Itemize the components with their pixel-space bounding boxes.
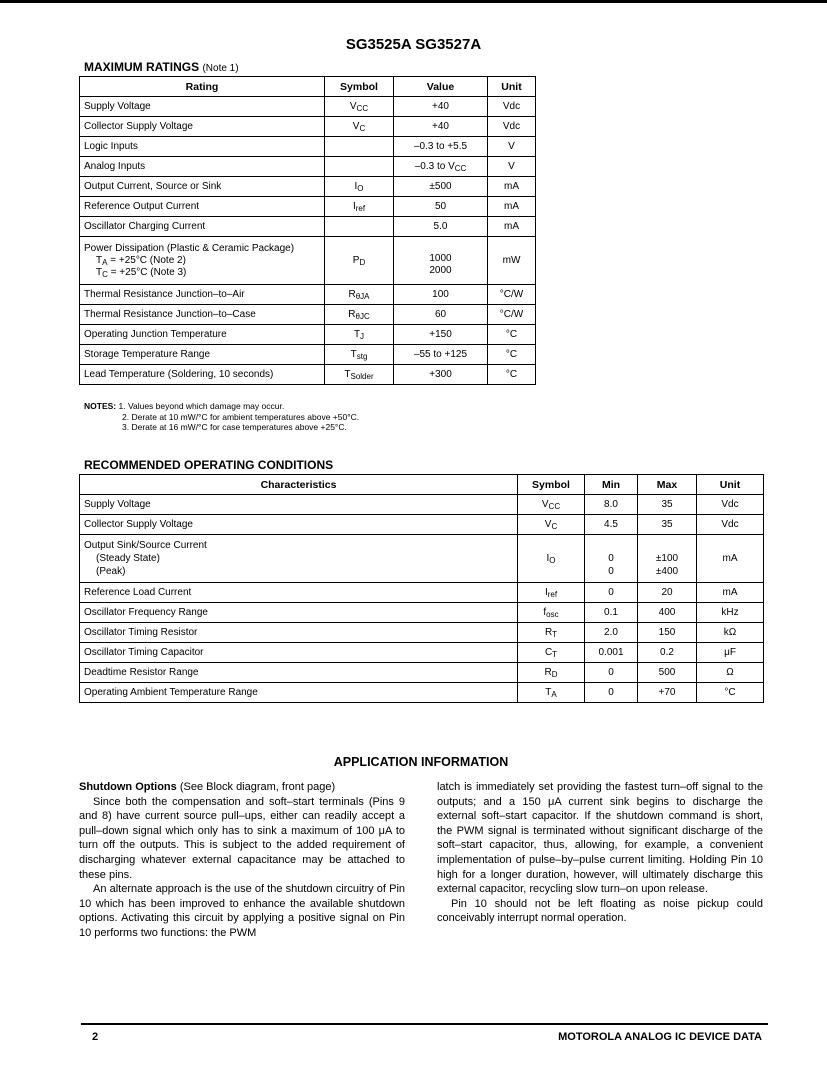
max-line: ±400 <box>655 566 679 577</box>
max-line: ±100 <box>655 553 679 564</box>
unit-text: mA <box>504 181 519 192</box>
unit-cell <box>697 643 764 663</box>
max-cell <box>638 683 697 703</box>
min-text: 0 <box>608 587 614 598</box>
symbol-subscript: osc <box>546 610 559 619</box>
max-text: 400 <box>658 607 676 618</box>
rating-line: Power Dissipation (Plastic & Ceramic Package) <box>84 242 295 254</box>
min-text: 8.0 <box>604 499 618 510</box>
symbol-subscript: O <box>357 184 364 193</box>
value-cell <box>394 97 488 117</box>
symbol-cell <box>518 535 585 583</box>
characteristic-text: Deadtime Resistor Range <box>84 667 199 678</box>
symbol: $T_A$ <box>545 687 557 699</box>
rating-text <box>84 243 320 279</box>
symbol-cell <box>518 583 585 603</box>
symbol-cell <box>518 623 585 643</box>
symbol: $f_{osc}$ <box>543 607 559 619</box>
note-item: 3. Derate at 16 mW/°C for case temperatures above +25°C. <box>122 422 347 432</box>
characteristic-text: Oscillator Timing Capacitor <box>84 647 204 658</box>
unit-text: Vdc <box>721 499 739 510</box>
value-subscript: CC <box>454 164 467 173</box>
min-text: 0.001 <box>598 647 624 658</box>
application-subhead <box>79 780 405 795</box>
rating-subline: $T_C = +25^\circ C$ (Note 3) <box>96 266 187 279</box>
unit-text: Vdc <box>502 101 521 112</box>
max-text: 500 <box>658 667 676 678</box>
unit-cell <box>488 365 536 385</box>
symbol-subscript: T <box>552 630 558 639</box>
rating-text: Collector Supply Voltage <box>84 121 193 132</box>
max-ratings-heading-note: (Note 1) <box>202 63 239 74</box>
paragraph: Pin 10 should not be left floating as noise pickup could conceivably interrupt normal operation. <box>437 897 763 925</box>
symbol-cell <box>518 495 585 515</box>
unit-text: Vdc <box>721 519 739 530</box>
unit-text: mA <box>504 201 519 212</box>
table-row <box>80 365 536 385</box>
value-text: +300 <box>429 369 452 380</box>
value-text: 50 <box>434 201 447 212</box>
symbol-cell <box>325 325 394 345</box>
rec-conditions-body <box>80 495 764 703</box>
rating-cell <box>80 365 325 385</box>
column-header: Symbol <box>325 77 394 97</box>
unit-cell <box>697 515 764 535</box>
symbol-cell <box>518 643 585 663</box>
characteristic-subline: (Steady State) <box>96 553 160 564</box>
symbol-cell <box>325 237 394 285</box>
value-cell <box>394 217 488 237</box>
symbol-subscript: θJA <box>355 292 370 301</box>
rating-text: Lead Temperature (Soldering, 10 seconds) <box>84 369 274 380</box>
symbol-cell <box>325 345 394 365</box>
unit-text: kΩ <box>723 627 737 638</box>
rating-cell <box>80 97 325 117</box>
value-cell <box>394 117 488 137</box>
value-cell <box>394 365 488 385</box>
value-text: +40 <box>432 121 449 132</box>
max-text: 150 <box>658 627 676 638</box>
table-row <box>80 285 536 305</box>
min-text: 4.5 <box>604 519 618 530</box>
unit-text: °C/W <box>499 309 524 320</box>
min-cell <box>585 683 638 703</box>
rating-text: Logic Inputs <box>84 141 138 152</box>
value-text: ±500 <box>429 181 452 192</box>
symbol-cell <box>518 515 585 535</box>
table-row <box>80 117 536 137</box>
characteristic-text: Operating Ambient Temperature Range <box>84 687 258 698</box>
table-row <box>80 305 536 325</box>
characteristic-subline: (Peak) <box>96 566 126 577</box>
symbol: $V_{CC}$ <box>541 499 561 511</box>
table-row <box>80 177 536 197</box>
characteristic-cell <box>80 683 518 703</box>
unit-cell <box>697 535 764 583</box>
characteristic-cell <box>80 515 518 535</box>
symbol-subscript: O <box>549 556 556 565</box>
characteristic-text: Oscillator Timing Resistor <box>84 627 198 638</box>
symbol: $T_J$ <box>353 329 365 341</box>
min-text: 0 <box>608 667 614 678</box>
value-text: +40 <box>432 101 449 112</box>
characteristic-cell <box>80 623 518 643</box>
page-number: 2 <box>92 1031 99 1043</box>
symbol-cell <box>518 603 585 623</box>
value-text <box>398 245 483 277</box>
symbol-cell <box>518 663 585 683</box>
characteristic-cell <box>80 535 518 583</box>
unit-text: Vdc <box>502 121 521 132</box>
table-row <box>80 643 764 663</box>
characteristic-cell <box>80 663 518 683</box>
symbol-cell <box>325 157 394 177</box>
symbol-subscript: J <box>360 332 365 341</box>
unit-text: °C <box>505 369 518 380</box>
symbol: $R_{\theta JC}$ <box>348 309 370 321</box>
symbol-cell <box>325 117 394 137</box>
table-row <box>80 137 536 157</box>
value-cell <box>394 305 488 325</box>
table-row <box>80 237 536 285</box>
value-cell <box>394 197 488 217</box>
column-header: Min <box>585 475 638 495</box>
value-cell <box>394 137 488 157</box>
min-line: 0 <box>608 566 614 577</box>
unit-text: V <box>508 161 515 172</box>
notes-block <box>84 401 359 433</box>
min-text <box>589 539 633 578</box>
table-row <box>80 623 764 643</box>
paragraph: An alternate approach is the use of the shutdown circuitry of Pin 10 which has been improved to enhance the available shutdown options. Activating this circuit by applying a positive signal on Pin 10 performs two functions: the PWM <box>79 883 405 939</box>
symbol: $I_{ref}$ <box>352 201 366 213</box>
value-cell <box>394 157 488 177</box>
rec-conditions-table <box>79 474 764 703</box>
symbol: $V_{CC}$ <box>349 101 369 113</box>
unit-text: mA <box>722 587 738 598</box>
table-row <box>80 325 536 345</box>
max-cell <box>638 663 697 683</box>
characteristic-text: Supply Voltage <box>84 499 151 510</box>
value-text: –0.3 to +5.5 <box>413 141 468 152</box>
footer-text: MOTOROLA ANALOG IC DEVICE DATA <box>558 1031 762 1043</box>
max-cell <box>638 535 697 583</box>
unit-cell <box>697 603 764 623</box>
right-column <box>437 780 763 926</box>
min-text: 0 <box>608 687 614 698</box>
table-row <box>80 197 536 217</box>
notes-label: NOTES: <box>84 401 117 411</box>
table-row <box>80 535 764 583</box>
symbol-subscript: D <box>359 258 366 267</box>
rating-text: Supply Voltage <box>84 101 151 112</box>
max-text: 35 <box>661 499 673 510</box>
characteristic-line: Output Sink/Source Current <box>84 540 207 551</box>
column-header: Unit <box>488 77 536 97</box>
characteristic-text <box>84 539 513 578</box>
value-text: –0.3 to $V_{CC}$ <box>414 161 467 173</box>
min-cell <box>585 603 638 623</box>
characteristic-text: Collector Supply Voltage <box>84 519 193 530</box>
unit-cell <box>488 325 536 345</box>
rating-cell <box>80 197 325 217</box>
max-ratings-body <box>80 97 536 385</box>
symbol-subscript: stg <box>356 352 368 361</box>
characteristic-cell <box>80 495 518 515</box>
unit-text: °C <box>505 329 518 340</box>
rating-text: Thermal Resistance Junction–to–Air <box>84 289 245 300</box>
rec-conditions-header-row <box>80 475 764 495</box>
rating-text: Oscillator Charging Current <box>84 221 206 232</box>
unit-cell <box>488 305 536 325</box>
symbol: $V_C$ <box>544 519 558 531</box>
symbol: $I_{ref}$ <box>544 587 558 599</box>
application-title: APPLICATION INFORMATION <box>333 755 509 769</box>
max-cell <box>638 643 697 663</box>
column-header: Value <box>394 77 488 97</box>
symbol-cell <box>325 305 394 325</box>
symbol-subscript: A <box>551 690 557 699</box>
paragraph: latch is immediately set providing the fastest turn–off signal to the outputs; and a 150 μA current sink begins to discharge the external soft–start capacitor. If the shutdown command is short, the PWM signal is terminated without significant discharge of the soft–start capacitor, thus, allowing, for example, a convenient implementation of pulse–by–pulse current limiting. Holding Pin 10 high for a longer duration, however, will ultimately discharge this external capacitor, recycling slow turn–on upon release. <box>437 781 763 896</box>
symbol-cell <box>325 365 394 385</box>
characteristic-cell <box>80 643 518 663</box>
symbol: $T_{Solder}$ <box>344 369 374 381</box>
value-cell <box>394 177 488 197</box>
min-text: 0.1 <box>604 607 618 618</box>
characteristic-cell <box>80 583 518 603</box>
symbol-subscript: ref <box>355 204 366 213</box>
paragraph: Since both the compensation and soft–start terminals (Pins 9 and 8) have current source pull–ups, either can readily accept a pull–down signal which only has to sink a maximum of 100 μA to turn off the outputs. This is subject to the added requirement of discharging whatever external capacitance may be attached to these pins. <box>79 795 405 881</box>
value-text: +150 <box>429 329 452 340</box>
table-row <box>80 345 536 365</box>
symbol-subscript: ref <box>547 590 558 599</box>
document-title: SG3525A SG3527A <box>345 36 482 53</box>
symbol-subscript: D <box>551 670 558 679</box>
table-row <box>80 603 764 623</box>
unit-text: μF <box>724 647 736 658</box>
max-text: 20 <box>661 587 673 598</box>
unit-cell <box>697 583 764 603</box>
symbol: $I_O$ <box>546 553 556 565</box>
symbol-subscript: A <box>102 257 108 267</box>
symbol: $R_T$ <box>544 627 558 639</box>
symbol-cell <box>325 97 394 117</box>
left-column <box>79 780 405 941</box>
value-line: 2000 <box>429 264 452 276</box>
rating-cell <box>80 305 325 325</box>
symbol-subscript: T <box>552 650 558 659</box>
symbol-subscript: Solder <box>350 372 374 381</box>
symbol-subscript: C <box>359 124 366 133</box>
unit-cell <box>488 157 536 177</box>
rating-cell <box>80 217 325 237</box>
top-rule <box>0 0 827 3</box>
unit-cell <box>488 97 536 117</box>
rating-cell <box>80 177 325 197</box>
rating-text: Analog Inputs <box>84 161 146 172</box>
symbol: $R_D$ <box>544 667 558 679</box>
max-cell <box>638 623 697 643</box>
unit-text: mA <box>722 553 738 564</box>
subhead-bold: Shutdown Options <box>79 781 177 793</box>
min-cell <box>585 583 638 603</box>
max-ratings-table <box>79 76 536 385</box>
max-text <box>642 539 692 578</box>
min-cell <box>585 663 638 683</box>
table-row <box>80 157 536 177</box>
value-text: 5.0 <box>433 221 448 232</box>
symbol-subscript: C <box>102 269 108 279</box>
characteristic-cell <box>80 603 518 623</box>
symbol-subscript: CC <box>356 104 369 113</box>
symbol: $C_T$ <box>544 647 558 659</box>
rating-text: Reference Output Current <box>84 201 200 212</box>
table-row <box>80 495 764 515</box>
unit-cell <box>697 683 764 703</box>
note-item: 1. Values beyond which damage may occur. <box>118 401 285 411</box>
unit-cell <box>488 137 536 157</box>
unit-cell <box>697 663 764 683</box>
min-text: 2.0 <box>604 627 618 638</box>
symbol: $T_{stg}$ <box>350 349 368 361</box>
rating-cell <box>80 137 325 157</box>
max-cell <box>638 495 697 515</box>
symbol-cell <box>325 137 394 157</box>
unit-cell <box>488 345 536 365</box>
unit-text: °C/W <box>499 289 524 300</box>
value-text: 100 <box>432 289 449 300</box>
characteristic-text: Oscillator Frequency Range <box>84 607 208 618</box>
rating-cell <box>80 117 325 137</box>
value-text: 60 <box>434 309 447 320</box>
max-cell <box>638 583 697 603</box>
characteristic-text: Reference Load Current <box>84 587 192 598</box>
unit-text: V <box>508 141 515 152</box>
column-header: Symbol <box>518 475 585 495</box>
symbol: $I_O$ <box>354 181 364 193</box>
min-cell <box>585 535 638 583</box>
unit-cell <box>697 495 764 515</box>
value-line: 1000 <box>429 252 452 264</box>
value-text: –55 to +125 <box>413 349 468 360</box>
max-cell <box>638 603 697 623</box>
note-item: 2. Derate at 10 mW/°C for ambient temperatures above +50°C. <box>122 411 360 422</box>
table-row <box>80 97 536 117</box>
max-ratings-heading-text: MAXIMUM RATINGS <box>84 60 200 74</box>
value-cell <box>394 345 488 365</box>
rating-cell <box>80 237 325 285</box>
unit-text: °C <box>505 349 518 360</box>
min-cell <box>585 643 638 663</box>
column-header: Characteristics <box>80 475 518 495</box>
rating-cell <box>80 345 325 365</box>
table-row <box>80 583 764 603</box>
subhead-rest: (See Block diagram, front page) <box>176 781 336 793</box>
table-row <box>80 515 764 535</box>
symbol-subscript: CC <box>548 502 561 511</box>
column-header: Unit <box>697 475 764 495</box>
column-header: Rating <box>80 77 325 97</box>
max-text: +70 <box>658 687 676 698</box>
symbol-cell <box>325 197 394 217</box>
unit-cell <box>697 623 764 643</box>
symbol: $V_C$ <box>352 121 366 133</box>
min-cell <box>585 515 638 535</box>
min-cell <box>585 495 638 515</box>
unit-text: mA <box>504 221 519 232</box>
min-line: 0 <box>608 553 614 564</box>
unit-cell <box>488 285 536 305</box>
value-cell <box>394 325 488 345</box>
min-cell <box>585 623 638 643</box>
column-header: Max <box>638 475 697 495</box>
symbol-cell <box>325 285 394 305</box>
symbol: $R_{\theta JA}$ <box>348 289 370 301</box>
symbol-subscript: θJC <box>355 312 370 321</box>
table-row <box>80 663 764 683</box>
unit-cell <box>488 197 536 217</box>
symbol-cell <box>518 683 585 703</box>
max-ratings-header-row <box>80 77 536 97</box>
rating-cell <box>80 285 325 305</box>
bottom-rule <box>81 1023 768 1025</box>
unit-text: °C <box>724 687 736 698</box>
rating-text: Storage Temperature Range <box>84 349 211 360</box>
rating-text: Thermal Resistance Junction–to–Case <box>84 309 256 320</box>
rating-text: Operating Junction Temperature <box>84 329 227 340</box>
value-cell <box>394 237 488 285</box>
unit-cell <box>488 237 536 285</box>
table-row <box>80 683 764 703</box>
symbol-cell <box>325 177 394 197</box>
max-text: 0.2 <box>660 647 674 658</box>
unit-cell <box>488 177 536 197</box>
table-row <box>80 217 536 237</box>
rating-cell <box>80 325 325 345</box>
value-cell <box>394 285 488 305</box>
symbol-subscript: C <box>551 522 558 531</box>
unit-text: Ω <box>726 667 734 678</box>
max-ratings-heading <box>84 60 239 74</box>
rating-subline: $T_A = +25^\circ C$ (Note 2) <box>96 254 186 267</box>
rating-text: Output Current, Source or Sink <box>84 181 222 192</box>
unit-cell <box>488 117 536 137</box>
unit-text: kHz <box>721 607 739 618</box>
unit-cell <box>488 217 536 237</box>
symbol: $P_D$ <box>352 255 366 267</box>
unit-text: mW <box>502 255 521 266</box>
rec-conditions-heading: RECOMMENDED OPERATING CONDITIONS <box>84 458 334 472</box>
rating-cell <box>80 157 325 177</box>
max-cell <box>638 515 697 535</box>
max-text: 35 <box>661 519 673 530</box>
symbol-cell <box>325 217 394 237</box>
